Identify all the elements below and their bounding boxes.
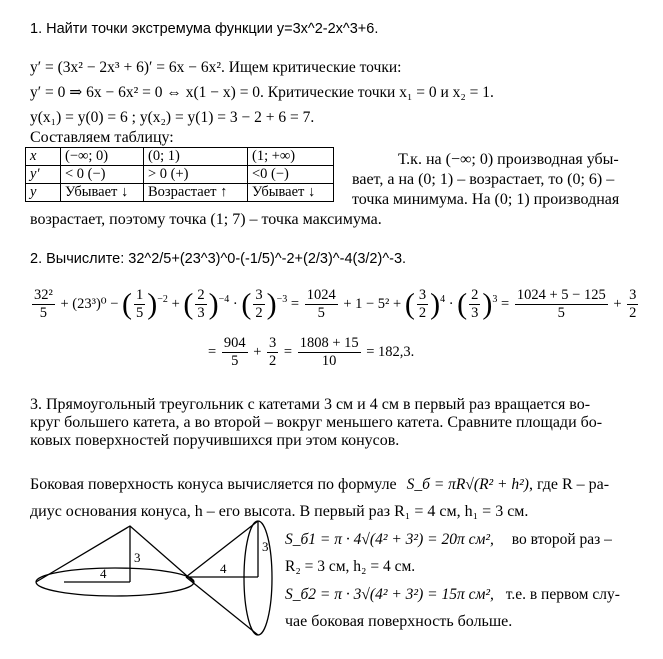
problem3-title-2: круг большего катета, а во второй – вокруг меньшего катета. Сравните площади бо- [30,414,603,431]
expr-term: + (23³)⁰ − [60,295,119,312]
lateral-area-formula: S_б = πR√(R² + h²) [406,476,529,493]
lateral-area-2: S_б2 = π · 3√(4² + 3²) = 15π см², [285,586,494,603]
result: = 182,3. [366,343,415,360]
frac-numerator: 32² [34,287,53,303]
exponent: 3 [492,294,498,305]
frac-denominator: 2 [255,305,263,321]
lateral-area-1: S_б1 = π · 4√(4² + 3²) = 20π см², [285,531,494,548]
table-cell: Возрастает ↑ [144,184,248,202]
operator: + [613,295,622,312]
problem2-expression-line2 [208,335,414,370]
operator: + [171,295,180,312]
operator: = [290,295,300,312]
problem3-s2 [285,585,620,604]
table-cell: y [26,184,61,202]
table-cell: (−∞; 0) [61,148,144,166]
side-text-1: Т.к. на (−∞; 0) производная убы- [398,151,619,168]
problem3-r2: R₂ = 3 см, h₂ = 4 см. [285,558,416,575]
table-cell: (0; 1) [144,148,248,166]
table-cell: y′ [26,166,61,184]
frac-numerator: 3 [629,287,637,303]
exponent: 4 [440,294,446,305]
text: во второй раз – [511,531,612,548]
cone-diagram-2 [180,515,280,640]
frac-numerator: 1 [136,287,144,303]
problem1-conclusion: возрастает, поэтому точка (1; 7) – точка максимума. [30,211,382,228]
cone-diagram-1 [30,520,200,620]
table-cell: Убывает ↓ [248,184,334,202]
frac-denominator: 2 [418,305,427,321]
frac-numerator: 3 [269,335,277,351]
operator: = [501,295,510,312]
table-cell: > 0 (+) [144,166,248,184]
exponent: −3 [276,294,288,305]
cone2-bottom-side [186,577,258,635]
operator: = [208,343,217,360]
table-cell: < 0 (−) [61,166,144,184]
frac-denominator: 3 [471,305,479,321]
table-row [26,184,334,202]
frac-numerator: 904 [223,335,246,351]
frac-numerator: 3 [255,287,263,303]
problem3-title-1: 3. Прямоугольный треугольник с катетами 3 см и 4 см в первый раз вращается во- [30,396,591,413]
table-row [26,166,334,184]
table-cell: Убывает ↓ [61,184,144,202]
frac-denominator: 5 [317,305,325,321]
problem1-values: y(x₁) = y(0) = 6 ; y(x₂) = y(1) = 3 − 2 + 6 = 7. [30,109,315,126]
expr-term: + 1 − 5² + [343,295,402,312]
problem2-title: 2. Вычислите: 32^2/5+(23^3)^0-(-1/5)^-2+(2/3)^-4(3/2)^-3. [30,251,407,267]
problem3-title-3: ковых поверхностей поручившихся при этом конусов. [30,432,400,449]
problem3-last: чае боковая поверхность больше. [285,613,513,630]
frac-denominator: 3 [197,305,205,321]
operator: + [253,343,262,360]
table-cell: <0 (−) [248,166,334,184]
problem1-title: 1. Найти точки экстремума функции y=3x^2-2x^3+6. [30,21,379,37]
frac-numerator: 2 [197,287,205,303]
problem2-expression-line1: $\frac{\text{32²}}{5}$ + (23³)⁰ − ( $\frac{1}{5}$ )$^{-2}$ + ( $\frac{2}{3}$ )$^{-4}$ · ( $\frac{3}{2}$ )$^{-3}$ = $\frac{1024}{5}$ + 1 − 5² + ( $\frac{3}{2}$ )$^4$ · ( $\frac{2}{3}$ )$^3$ = $\frac{1024 + 5 - 125}{5}$ + $\frac{3}{2}$ [34,287,637,321]
problem3-formula-line [30,475,609,494]
frac-denominator: 2 [269,353,277,369]
cone2-height-label: 3 [262,539,269,554]
cone1-radius-label: 4 [100,566,107,581]
cone1-sides [36,526,194,582]
problem3-s1 [285,530,612,549]
frac-numerator: 2 [471,287,479,303]
frac-numerator: 1024 [306,287,336,303]
problem3-line2: диус основания конуса, h – его высота. В первый раз R₁ = 4 см, h₁ = 3 см. [30,503,529,520]
operator: · [232,295,238,312]
table-row [26,148,334,166]
frac-numerator: 3 [418,287,427,303]
problem1-critical-points: y′ = 0 ⇒ 6x − 6x² = 0 ⇔ x(1 − x) = 0. Критические точки x₁ = 0 и x₂ = 1. [30,84,494,101]
text: , где R – ра- [528,476,610,493]
frac-denominator: 10 [321,353,337,369]
exponent: −4 [218,294,230,305]
cone2-radius-label: 4 [220,561,227,576]
text: т.е. в первом слу- [505,586,620,603]
frac-denominator: 5 [231,353,239,369]
frac-denominator: 2 [629,305,637,321]
table-cell: (1; +∞) [248,148,334,166]
exponent: −2 [157,294,168,305]
cone1-height-label: 3 [134,550,141,565]
frac-denominator: 5 [39,305,48,321]
frac-denominator: 5 [136,305,144,321]
problem1-derivative: y′ = (3x² − 2x³ + 6)′ = 6x − 6x². Ищем критические точки: [30,59,402,76]
text: Боковая поверхность конуса вычисляется по формуле [30,476,397,493]
side-text-2: вает, а на (0; 1) – возрастает, то (0; 6) – [352,171,615,188]
operator: = [283,343,293,360]
side-text-3: точка минимума. На (0; 1) производная [352,191,620,208]
frac-denominator: 5 [557,305,565,321]
extremum-table [25,147,334,202]
frac-numerator: 1024 + 5 − 125 [516,287,606,303]
frac-numerator: 1808 + 15 [299,335,359,351]
table-cell: x [26,148,61,166]
problem1-table-caption: Составляем таблицу: [30,129,174,146]
